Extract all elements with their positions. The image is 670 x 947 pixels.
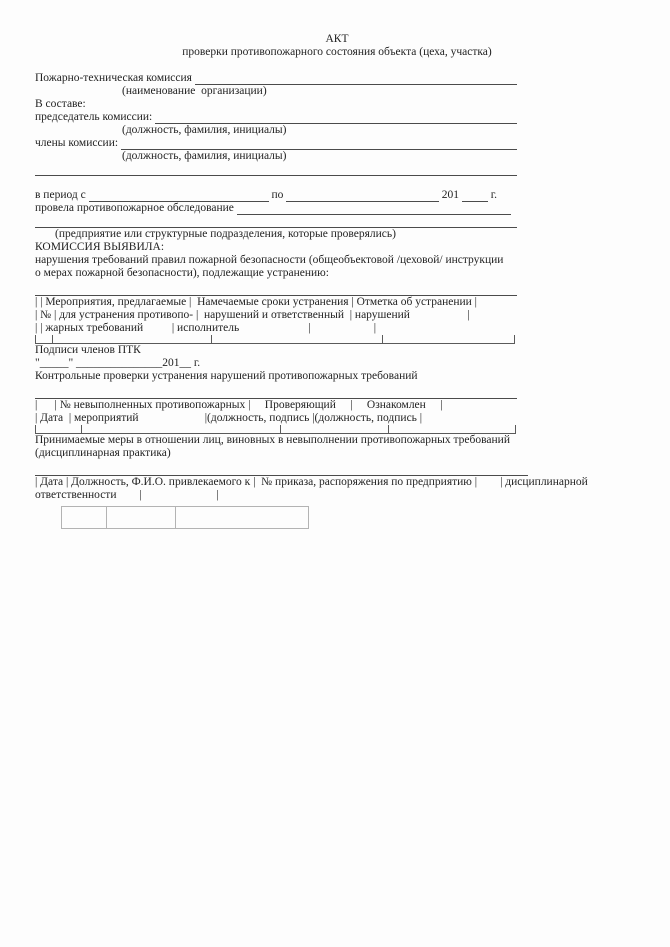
- period-to-blank-underline: [286, 190, 439, 202]
- period-year-blank-underline: [462, 190, 488, 202]
- control-table-header-row-2: | Дата | мероприятий |(должность, подпись |(должность, подпись |: [35, 412, 423, 424]
- measures-line1: Принимаемые меры в отношении лиц, виновных в невыполнении противопожарных требований: [35, 434, 510, 446]
- survey-blank-underline: [237, 203, 511, 215]
- control-heading: Контрольные проверки устранения нарушений противопожарных требований: [35, 370, 418, 382]
- violations-table-header-row-1: | | Мероприятия, предлагаемые | Намечаемые сроки устранения | Отметка об устранении |: [35, 296, 477, 308]
- period-to-label: по: [268, 189, 287, 201]
- measures-table: [35, 466, 588, 529]
- members-caption: (должность, фамилия, инициалы): [122, 150, 287, 162]
- org-caption: (наименование организации): [122, 85, 267, 97]
- measures-table-header-row-1: | Дата | Должность, Ф.И.О. привлекаемого к | № приказа, распоряжения по предприятию | | дисциплинарной: [35, 476, 588, 488]
- measures-table-cell-1: [62, 507, 107, 528]
- violations-table-header-row-2: | № | для устранения противопо- | нарушений и ответственный | нарушений |: [35, 309, 470, 321]
- found-heading: КОМИССИЯ ВЫЯВИЛА:: [35, 241, 165, 253]
- measures-table-header-row-2: ответственности | |: [35, 489, 219, 501]
- spacer: [35, 176, 517, 189]
- violations-table-header-row-3: | | жарных требований | исполнитель | |: [35, 322, 377, 334]
- members-blank-underline: [121, 138, 517, 150]
- survey-line: [35, 202, 517, 215]
- period-from-label: в период с: [35, 189, 89, 201]
- measures-table-top-rule: [35, 466, 528, 476]
- survey-label: провела противопожарное обследование: [35, 202, 237, 214]
- chairman-blank-underline: [155, 112, 517, 124]
- composition-label: В составе:: [35, 98, 86, 110]
- chairman-caption: (должность, фамилия, инициалы): [122, 124, 287, 136]
- found-line2: о мерах пожарной безопасности), подлежащие устранению:: [35, 267, 329, 279]
- members-extra-blank-line: [35, 163, 517, 176]
- members-line: [35, 137, 517, 150]
- signatures-label: Подписи членов ПТК: [35, 344, 141, 356]
- measures-table-cell-3: [176, 507, 308, 528]
- chairman-label: председатель комиссии:: [35, 111, 156, 123]
- doc-title: АКТ: [325, 33, 349, 45]
- document-page: [35, 33, 588, 529]
- survey-extra-blank-line: [35, 215, 517, 228]
- found-line1: нарушения требований правил пожарной безопасности (общеобъектовой /цеховой/ инструкции: [35, 254, 504, 266]
- measures-table-cell-2: [107, 507, 176, 528]
- period-from-blank-underline: [89, 190, 269, 202]
- measures-table-empty-grid: [61, 506, 309, 529]
- commission-line: [35, 72, 517, 85]
- period-line: [35, 189, 517, 202]
- violations-table-bottom-rule: [35, 335, 517, 344]
- chairman-line: [35, 111, 517, 124]
- control-table-header-row-1: | | № невыполненных противопожарных | Проверяющий | Ознакомлен |: [35, 399, 443, 411]
- spacer: [35, 59, 517, 72]
- control-table-top-rule: [35, 389, 517, 399]
- period-year-suffix: г.: [487, 189, 497, 201]
- violations-table: [35, 286, 517, 344]
- members-label: члены комиссии:: [35, 137, 121, 149]
- date-line: "_____" _______________201__ г.: [35, 357, 201, 369]
- violations-table-top-rule: [35, 286, 517, 296]
- commission-label: Пожарно-техническая комиссия: [35, 72, 195, 84]
- surveyed-caption: (предприятие или структурные подразделения, которые проверялись): [55, 228, 396, 240]
- commission-blank-underline: [195, 73, 517, 85]
- control-table: [35, 389, 517, 434]
- measures-line2: (дисциплинарная практика): [35, 447, 171, 459]
- doc-subtitle: проверки противопожарного состояния объекта (цеха, участка): [182, 46, 492, 58]
- period-year: 201: [438, 189, 462, 201]
- control-table-bottom-rule: [35, 425, 517, 434]
